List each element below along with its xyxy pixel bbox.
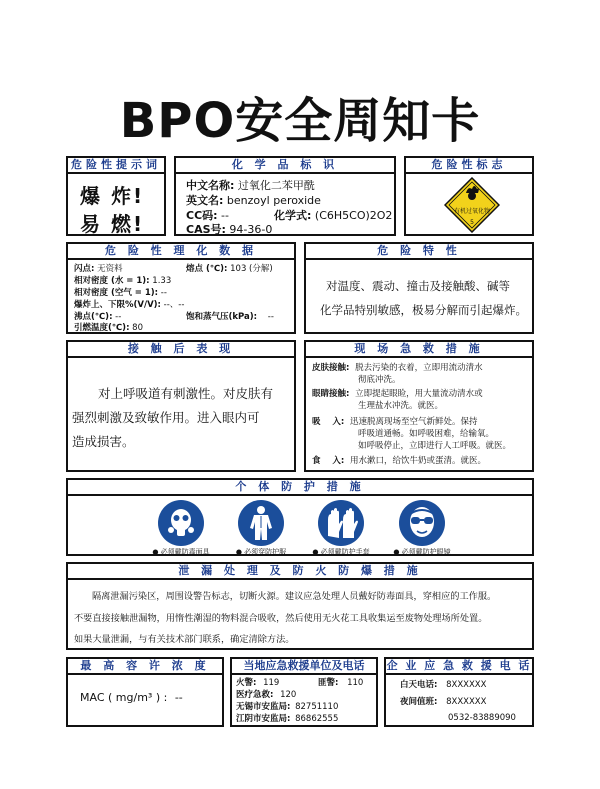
ignition-value: 80	[132, 323, 143, 333]
first-aid-header: 现 场 急 救 措 施	[306, 342, 532, 358]
spill-line1: 隔离泄漏污染区，周围设警告标志，切断火源。建议应急处理人员戴好防毒面具，穿相应的工作服。	[92, 591, 497, 602]
skin-label: 皮肤接触:	[312, 363, 350, 373]
boil-label: 沸点(℃):	[74, 312, 113, 322]
hazard-word-explosive: 爆 炸!	[80, 184, 145, 208]
cc-value: --	[221, 209, 229, 222]
jiangyin-value: 86862555	[295, 714, 339, 724]
fire-label: 火警:	[236, 678, 257, 688]
inhale-line2: 呼吸道通畅。如呼吸困难，给输氧。	[358, 429, 495, 439]
contact-line3: 造成损害。	[72, 434, 135, 449]
cas-label: CAS号:	[186, 223, 226, 236]
day-phone-value: 8XXXXXX	[446, 680, 487, 690]
spill-box	[66, 562, 534, 650]
cn-name-label: 中文名称:	[186, 179, 235, 192]
mac-box	[66, 657, 224, 727]
density-air-label: 相对密度 (空气 = 1):	[74, 288, 159, 298]
ingest-line1: 用水漱口，给饮牛奶或蛋清。就医。	[349, 456, 486, 466]
density-water-value: 1.33	[152, 276, 172, 286]
day-phone-label: 白天电话:	[400, 680, 438, 690]
police-value: 110	[347, 678, 364, 688]
flash-label: 闪点:	[74, 264, 95, 274]
chemical-id-box	[174, 156, 396, 236]
hazard-words-header: 危险性提示词	[68, 158, 164, 174]
protective-suit-icon	[238, 500, 284, 546]
cas-value: 94-36-0	[229, 223, 273, 236]
page-title: BPO安全周知卡	[119, 93, 481, 149]
explosion-label: 爆炸上、下限%(V/V):	[74, 300, 161, 310]
vapor-value: --	[267, 312, 274, 322]
ignition-label: 引燃温度(℃):	[74, 323, 130, 333]
skin-line1: 脱去污染的衣着，立即用流动清水	[355, 363, 483, 373]
hazard-traits-line2: 化学品特别敏感，极易分解而引起爆炸。	[320, 303, 527, 317]
en-name-label: 英文名:	[186, 194, 224, 207]
melt-label: 熔点 (℃):	[186, 264, 228, 274]
ppe-label-gas-mask: ● 必须戴防毒面具	[152, 548, 210, 556]
hazard-sign-box	[404, 156, 534, 236]
inhale-label: 吸 入:	[312, 417, 345, 427]
ppe-header: 个 体 防 护 措 施	[68, 480, 532, 496]
inhale-line1: 迅速脱离现场至空气新鲜处。保持	[349, 417, 478, 427]
eye-line1: 立即提起眼睑，用大量流动清水或	[355, 389, 483, 399]
mac-label: MAC ( mg/m³ ) :	[80, 691, 168, 704]
police-label: 匪警:	[318, 678, 339, 688]
ingest-label: 食 入:	[312, 456, 345, 466]
hazard-sign-label: 有机过氧化物	[453, 208, 491, 215]
mac-header: 最 高 容 许 浓 度	[68, 659, 222, 675]
protective-suit-sign	[238, 500, 284, 546]
night-phone-value: 8XXXXXX	[446, 697, 487, 707]
night-phone-label: 夜间值班:	[400, 697, 438, 707]
hazard-traits-line1: 对温度、震动、撞击及接触酸、碱等	[326, 279, 510, 293]
flash-value: 无资料	[97, 264, 123, 274]
spill-header: 泄 漏 处 理 及 防 火 防 爆 措 施	[68, 564, 532, 580]
ppe-label-goggles: ● 必须戴防护眼镜	[393, 548, 451, 556]
boil-value: --	[115, 312, 122, 322]
formula-value: (C6H5CO)2O2	[314, 209, 393, 222]
density-water-label: 相对密度 (水 = 1):	[74, 276, 150, 286]
en-name-value: benzoyl peroxide	[226, 194, 321, 207]
company-emergency-header: 企 业 应 急 救 援 电 话	[386, 659, 532, 675]
ppe-box	[66, 478, 534, 556]
density-air-value: --	[160, 288, 167, 298]
physchem-header: 危 险 性 理 化 数 据	[68, 244, 294, 260]
physchem-box	[66, 242, 296, 334]
spill-line3: 如果大量泄漏，与有关技术部门联系，确定清除方法。	[74, 634, 295, 645]
cc-label: CC码:	[186, 209, 218, 222]
explosion-value: --、--	[163, 300, 185, 310]
eye-line2: 生理盐水冲洗。就医。	[358, 401, 444, 411]
cn-name-value: 过氧化二苯甲酰	[237, 179, 315, 192]
local-emergency-header: 当地应急救援单位及电话	[232, 659, 376, 675]
wuxi-label: 无锡市安监局:	[236, 702, 291, 712]
inhale-line3: 如呼吸停止，立即进行人工呼吸。就医。	[358, 441, 512, 451]
hazard-traits-header: 危 险 特 性	[306, 244, 532, 260]
chemical-id-header: 化 学 品 标 识	[176, 158, 394, 174]
local-emergency-box	[230, 657, 378, 727]
first-aid-box	[304, 340, 534, 472]
fire-value: 119	[263, 678, 280, 688]
company-emergency-box	[384, 657, 534, 727]
medical-value: 120	[280, 690, 297, 700]
extra-phone-value: 0532-83889090	[448, 713, 516, 723]
goggles-icon	[399, 500, 445, 546]
medical-label: 医疗急救:	[236, 690, 274, 700]
ppe-label-gloves: ● 必须戴防护手套	[312, 548, 370, 556]
hazard-traits-box	[304, 242, 534, 334]
gas-mask-sign	[158, 500, 204, 546]
gas-mask-icon	[158, 500, 204, 546]
jiangyin-label: 江阴市安监局:	[236, 714, 291, 724]
ppe-label-suit: ● 必须穿防护服	[235, 548, 287, 556]
formula-label: 化学式:	[274, 209, 312, 222]
hazard-sign-header: 危险性标志	[406, 158, 532, 174]
hazard-sign-class: 5	[470, 219, 474, 226]
contact-box	[66, 340, 296, 472]
hazard-word-flammable: 易 燃!	[80, 212, 145, 236]
mac-value: --	[174, 691, 183, 704]
vapor-label: 饱和蒸气压(kPa):	[186, 312, 258, 322]
contact-line2: 强烈刺激及致敏作用。进入眼内可	[72, 410, 260, 425]
hazard-words-box	[66, 156, 166, 236]
wuxi-value: 82751110	[295, 702, 339, 712]
goggles-sign	[399, 500, 445, 546]
contact-header: 接 触 后 表 现	[68, 342, 294, 358]
eye-label: 眼睛接触:	[312, 389, 350, 399]
contact-line1: 对上呼吸道有刺激性。对皮肤有	[98, 386, 274, 401]
gloves-icon	[318, 500, 364, 546]
melt-value: 103 (分解)	[230, 264, 273, 274]
spill-line2: 不要直接接触泄漏物，用惰性潮湿的物料混合吸收，然后使用无火花工具收集运至废物处理场所处置。	[74, 613, 488, 624]
gloves-sign	[318, 500, 364, 546]
skin-line2: 彻底冲洗。	[358, 375, 401, 385]
organic-peroxide-diamond-icon	[444, 177, 500, 233]
